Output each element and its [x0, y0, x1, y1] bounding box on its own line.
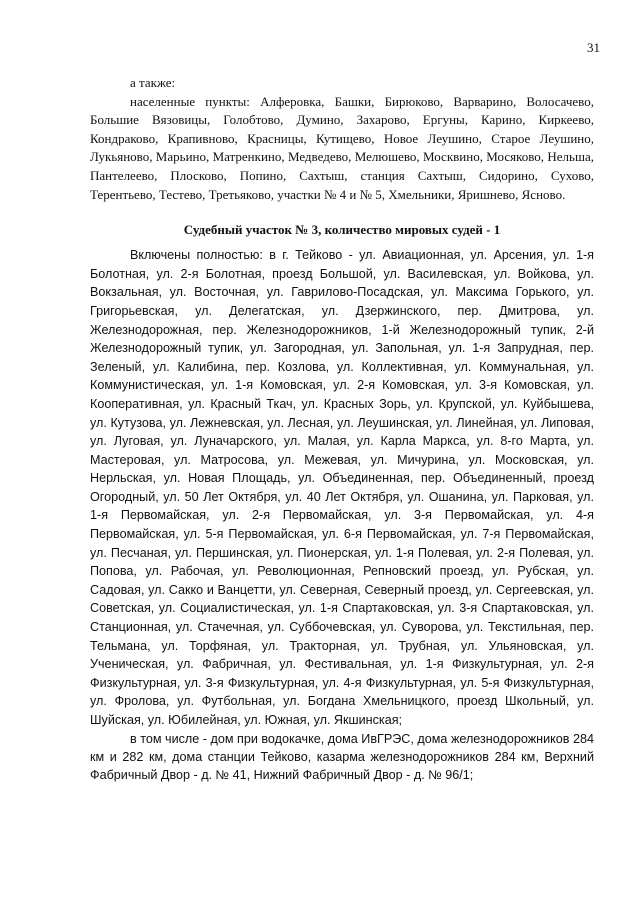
including-paragraph: в том числе - дом при водокачке, дома ИвГРЭС, дома железнодорожников 284 км и 282 км, дома станции Тейково, казарма железнодорожников 284 км, Верхний Фабричный Двор - д. № 41, Нижний Фабричный Двор - д. № 96/1; [90, 731, 594, 782]
section-heading: Судебный участок № 3, количество мировых судей - 1 [183, 222, 501, 238]
settlements-paragraph: населенные пункты: Алферовка, Башки, Бирюково, Варварино, Волосачево, Большие Вязовицы, Голобтово, Думино, Захарово, Ергуны, Карино, Киркеево, Кондраково, Крапивново, Красницы, Кутищево, Новое Леушино, Старое Леушино, Лукьяново, Марьино, Матренкино, Медведево, Мелюшево, Москвино, Мосяково, Нельша, Пантелеево, Плосково, Попино, Сахтыш, станция Сахтыш, Сидорино, Сухово, Терентьево, Тестево, Третьяково, участки № 4 и № 5, Хмельники, Яришнево, Ясново. [90, 93, 594, 202]
document-body [90, 74, 594, 784]
intro-line: а также: [130, 75, 176, 90]
page-number: 31 [587, 40, 600, 55]
included-streets-paragraph: Включены полностью: в г. Тейково - ул. Авиационная, ул. Арсения, ул. 1-я Болотная, ул. 2-я Болотная, проезд Большой, ул. Василевская, ул. Войкова, ул. Вокзальная, ул. Восточная, ул. Гаврилово-Посадская, ул. Максима Горького, ул. Григорьевская, ул. Делегатская, ул. Дзержинского, пер. Дмитрова, ул. Железнодорожная, пер. Железнодорожников, 1-й Железнодорожный тупик, 2-й Железнодорожный тупик, ул. Загородная, ул. Запольная, ул. 1-я Запрудная, пер. Зеленый, ул. Калибина, пер. Козлова, ул. Коллективная, ул. Коммунальная, ул. Коммунистическая, ул. 1-я Комовская, ул. 2-я Комовская, ул. 3-я Комовская, ул. Кооперативная, ул. Красный Ткач, ул. Красных Зорь, ул. Крупской, ул. Куйбышева, ул. Кутузова, ул. Лежневская, ул. Лесная, ул. Леушинская, ул. Линейная, ул. Липовая, ул. Луговая, ул. Луначарского, ул. Малая, ул. Карла Маркса, ул. 8-го Марта, ул. Мастеровая, ул. Матросова, ул. Межевая, ул. Мичурина, ул. Московская, ул. Нерльская, ул. Новая Площадь, ул. Объединенная, пер. Объединенный, проезд Огородный, ул. 50 Лет Октября, ул. 40 Лет Октября, ул. Ошанина, ул. Парковая, ул. 1-я Первомайская, ул. 2-я Первомайская, ул. 3-я Первомайская, ул. 4-я Первомайская, ул. 5-я Первомайская, ул. 6-я Первомайская, ул. 7-я Первомайская, ул. Песчаная, ул. Першинская, ул. Пионерская, ул. 1-я Полевая, ул. 2-я Полевая, ул. Попова, ул. Рабочая, ул. Революционная, Репновский проезд, ул. Рубская, ул. Садовая, ул. Сакко и Ванцетти, ул. Северная, Северный проезд, ул. Сергеевская, ул. Советская, ул. Социалистическая, ул. 1-я Спартаковская, ул. 3-я Спартаковская, ул. Станционная, ул. Стачечная, ул. Суббочевская, ул. Суворова, ул. Текстильная, пер. Тельмана, ул. Торфяная, ул. Тракторная, ул. Трубная, ул. Ульяновская, ул. Ученическая, ул. Фабричная, ул. Фестивальная, ул. 1-я Физкультурная, ул. 2-я Физкультурная, ул. 3-я Физкультурная, ул. 4-я Физкультурная, ул. 5-я Физкультурная, ул. Фролова, ул. Футбольная, ул. Богдана Хмельницкого, проезд Школьный, ул. Шуйская, ул. Юбилейная, ул. Южная, ул. Якшинская; [90, 248, 594, 727]
